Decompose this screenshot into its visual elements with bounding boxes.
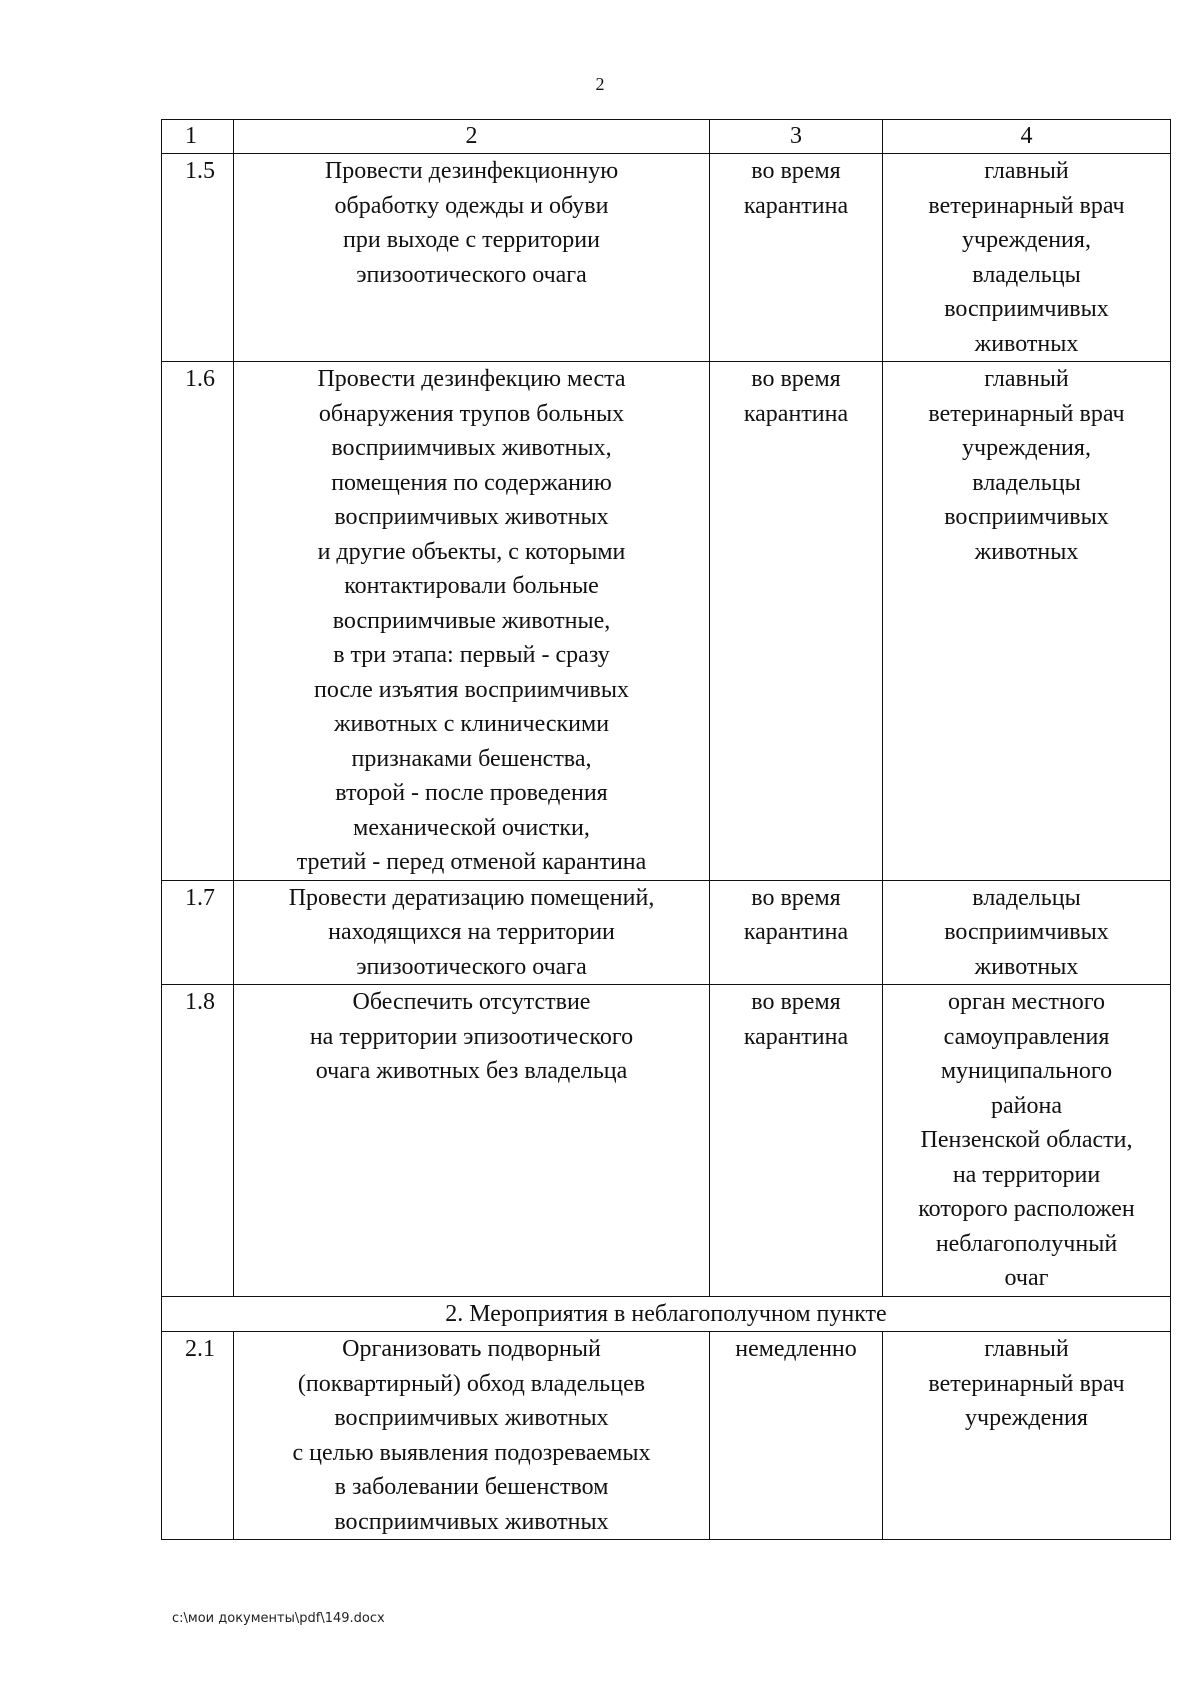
term-line: карантина <box>743 192 849 219</box>
term-cell <box>710 985 883 1297</box>
action-line: в заболевании бешенством <box>334 1474 609 1500</box>
item-number: 1.7 <box>162 880 234 985</box>
responsible-line: главный <box>984 366 1069 392</box>
action-line: после изъятия восприимчивых <box>314 676 629 703</box>
responsible-line: главный <box>984 158 1069 184</box>
responsible-line: учреждения, <box>962 227 1091 253</box>
responsible-line: очаг <box>1004 1265 1049 1291</box>
term-line: карантина <box>743 400 849 427</box>
table-row <box>162 154 1171 362</box>
action-cell <box>234 880 710 985</box>
responsible-line: восприимчивых <box>944 504 1109 530</box>
responsible-line: орган местного <box>947 989 1105 1015</box>
responsible-line: учреждения, <box>962 435 1091 461</box>
term-line: во время <box>751 366 841 392</box>
term-line: немедленно <box>735 1336 857 1362</box>
term-cell <box>710 154 883 362</box>
action-line: на территории эпизоотического <box>309 1023 634 1050</box>
action-line: контактировали больные <box>344 573 599 599</box>
responsible-line: ветеринарный врач <box>928 400 1125 427</box>
action-line: в три этапа: первый - сразу <box>333 642 610 668</box>
page-number: 2 <box>595 74 605 94</box>
responsible-line: владельцы <box>972 884 1081 911</box>
item-number: 1.5 <box>162 154 234 362</box>
responsible-line: на территории <box>952 1161 1101 1188</box>
responsible-cell <box>883 880 1171 985</box>
term-line: карантина <box>743 919 849 945</box>
action-line: Провести дератизацию помещений, <box>288 884 655 911</box>
action-line: и другие объекты, с которыми <box>317 538 626 565</box>
column-2-header: 2 <box>234 120 710 154</box>
action-line: восприимчивых животных, <box>331 435 612 461</box>
action-line: второй - после проведения <box>335 780 608 806</box>
table-row <box>162 985 1171 1297</box>
responsible-line: животных <box>974 953 1079 980</box>
action-line: с целью выявления подозреваемых <box>292 1439 651 1466</box>
action-line: при выходе с территории <box>343 227 600 253</box>
responsible-line: владельцы <box>972 469 1081 496</box>
action-line: (поквартирный) обход владельцев <box>297 1370 646 1397</box>
table-row <box>162 362 1171 881</box>
column-1-header: 1 <box>162 120 234 154</box>
term-line: во время <box>751 884 841 911</box>
table-row <box>162 1332 1171 1540</box>
action-line: животных с клиническими <box>333 711 610 737</box>
action-line: находящихся на территории <box>328 919 615 945</box>
responsible-line: владельцы <box>972 261 1081 288</box>
action-line: эпизоотического очага <box>356 261 587 288</box>
term-cell <box>710 1332 883 1540</box>
action-cell <box>234 985 710 1297</box>
action-line: очага животных без владельца <box>315 1058 628 1084</box>
term-line: во время <box>751 989 841 1015</box>
responsible-line: главный <box>984 1336 1069 1362</box>
responsible-line: неблагополучный <box>935 1230 1118 1257</box>
responsible-line: животных <box>974 538 1079 565</box>
responsible-line: района <box>991 1092 1062 1119</box>
action-line: Обеспечить отсутствие <box>352 989 591 1015</box>
action-cell <box>234 1332 710 1540</box>
action-cell <box>234 362 710 881</box>
action-line: обнаружения трупов больных <box>318 400 625 427</box>
responsible-line: ветеринарный врач <box>928 1370 1125 1397</box>
action-line: восприимчивых животных <box>334 504 609 530</box>
term-line: во время <box>751 158 841 184</box>
item-number: 1.6 <box>162 362 234 881</box>
action-cell <box>234 154 710 362</box>
responsible-line: которого расположен <box>918 1196 1135 1222</box>
column-3-header: 3 <box>710 120 883 154</box>
action-line: Провести дезинфекционную <box>324 158 619 184</box>
action-line: восприимчивых животных <box>334 1508 609 1535</box>
item-number: 2.1 <box>162 1332 234 1540</box>
responsible-line: животных <box>974 330 1079 357</box>
responsible-line: восприимчивых <box>944 296 1109 322</box>
table-header-row <box>162 120 1171 154</box>
section-title: 2. Мероприятия в неблагополучном пункте <box>162 1296 1171 1332</box>
term-line: карантина <box>743 1023 849 1050</box>
action-line: Провести дезинфекцию места <box>317 366 626 392</box>
action-line: помещения по содержанию <box>331 469 612 496</box>
file-path-footer: c:\мои документы\pdf\149.docx <box>172 1611 385 1626</box>
table-row <box>162 880 1171 985</box>
action-line: третий - перед отменой карантина <box>296 849 647 875</box>
responsible-line: муниципального <box>940 1058 1113 1084</box>
action-line: механической очистки, <box>353 814 590 841</box>
term-cell <box>710 362 883 881</box>
responsible-line: ветеринарный врач <box>928 192 1125 219</box>
action-line: восприимчивых животных <box>334 1405 609 1431</box>
section-heading-row <box>162 1296 1171 1332</box>
responsible-cell <box>883 154 1171 362</box>
responsible-cell <box>883 1332 1171 1540</box>
action-line: Организовать подворный <box>342 1336 601 1362</box>
responsible-line: Пензенской области, <box>920 1127 1133 1153</box>
responsible-line: самоуправления <box>943 1023 1110 1050</box>
action-line: обработку одежды и обуви <box>334 192 609 219</box>
responsible-cell <box>883 362 1171 881</box>
measures-table <box>161 119 1171 1540</box>
item-number: 1.8 <box>162 985 234 1297</box>
action-line: восприимчивые животные, <box>332 607 611 634</box>
action-line: признаками бешенства, <box>351 745 592 772</box>
term-cell <box>710 880 883 985</box>
responsible-line: восприимчивых <box>944 919 1109 945</box>
column-4-header: 4 <box>883 120 1171 154</box>
action-line: эпизоотического очага <box>356 953 587 980</box>
responsible-line: учреждения <box>965 1405 1088 1431</box>
responsible-cell <box>883 985 1171 1297</box>
